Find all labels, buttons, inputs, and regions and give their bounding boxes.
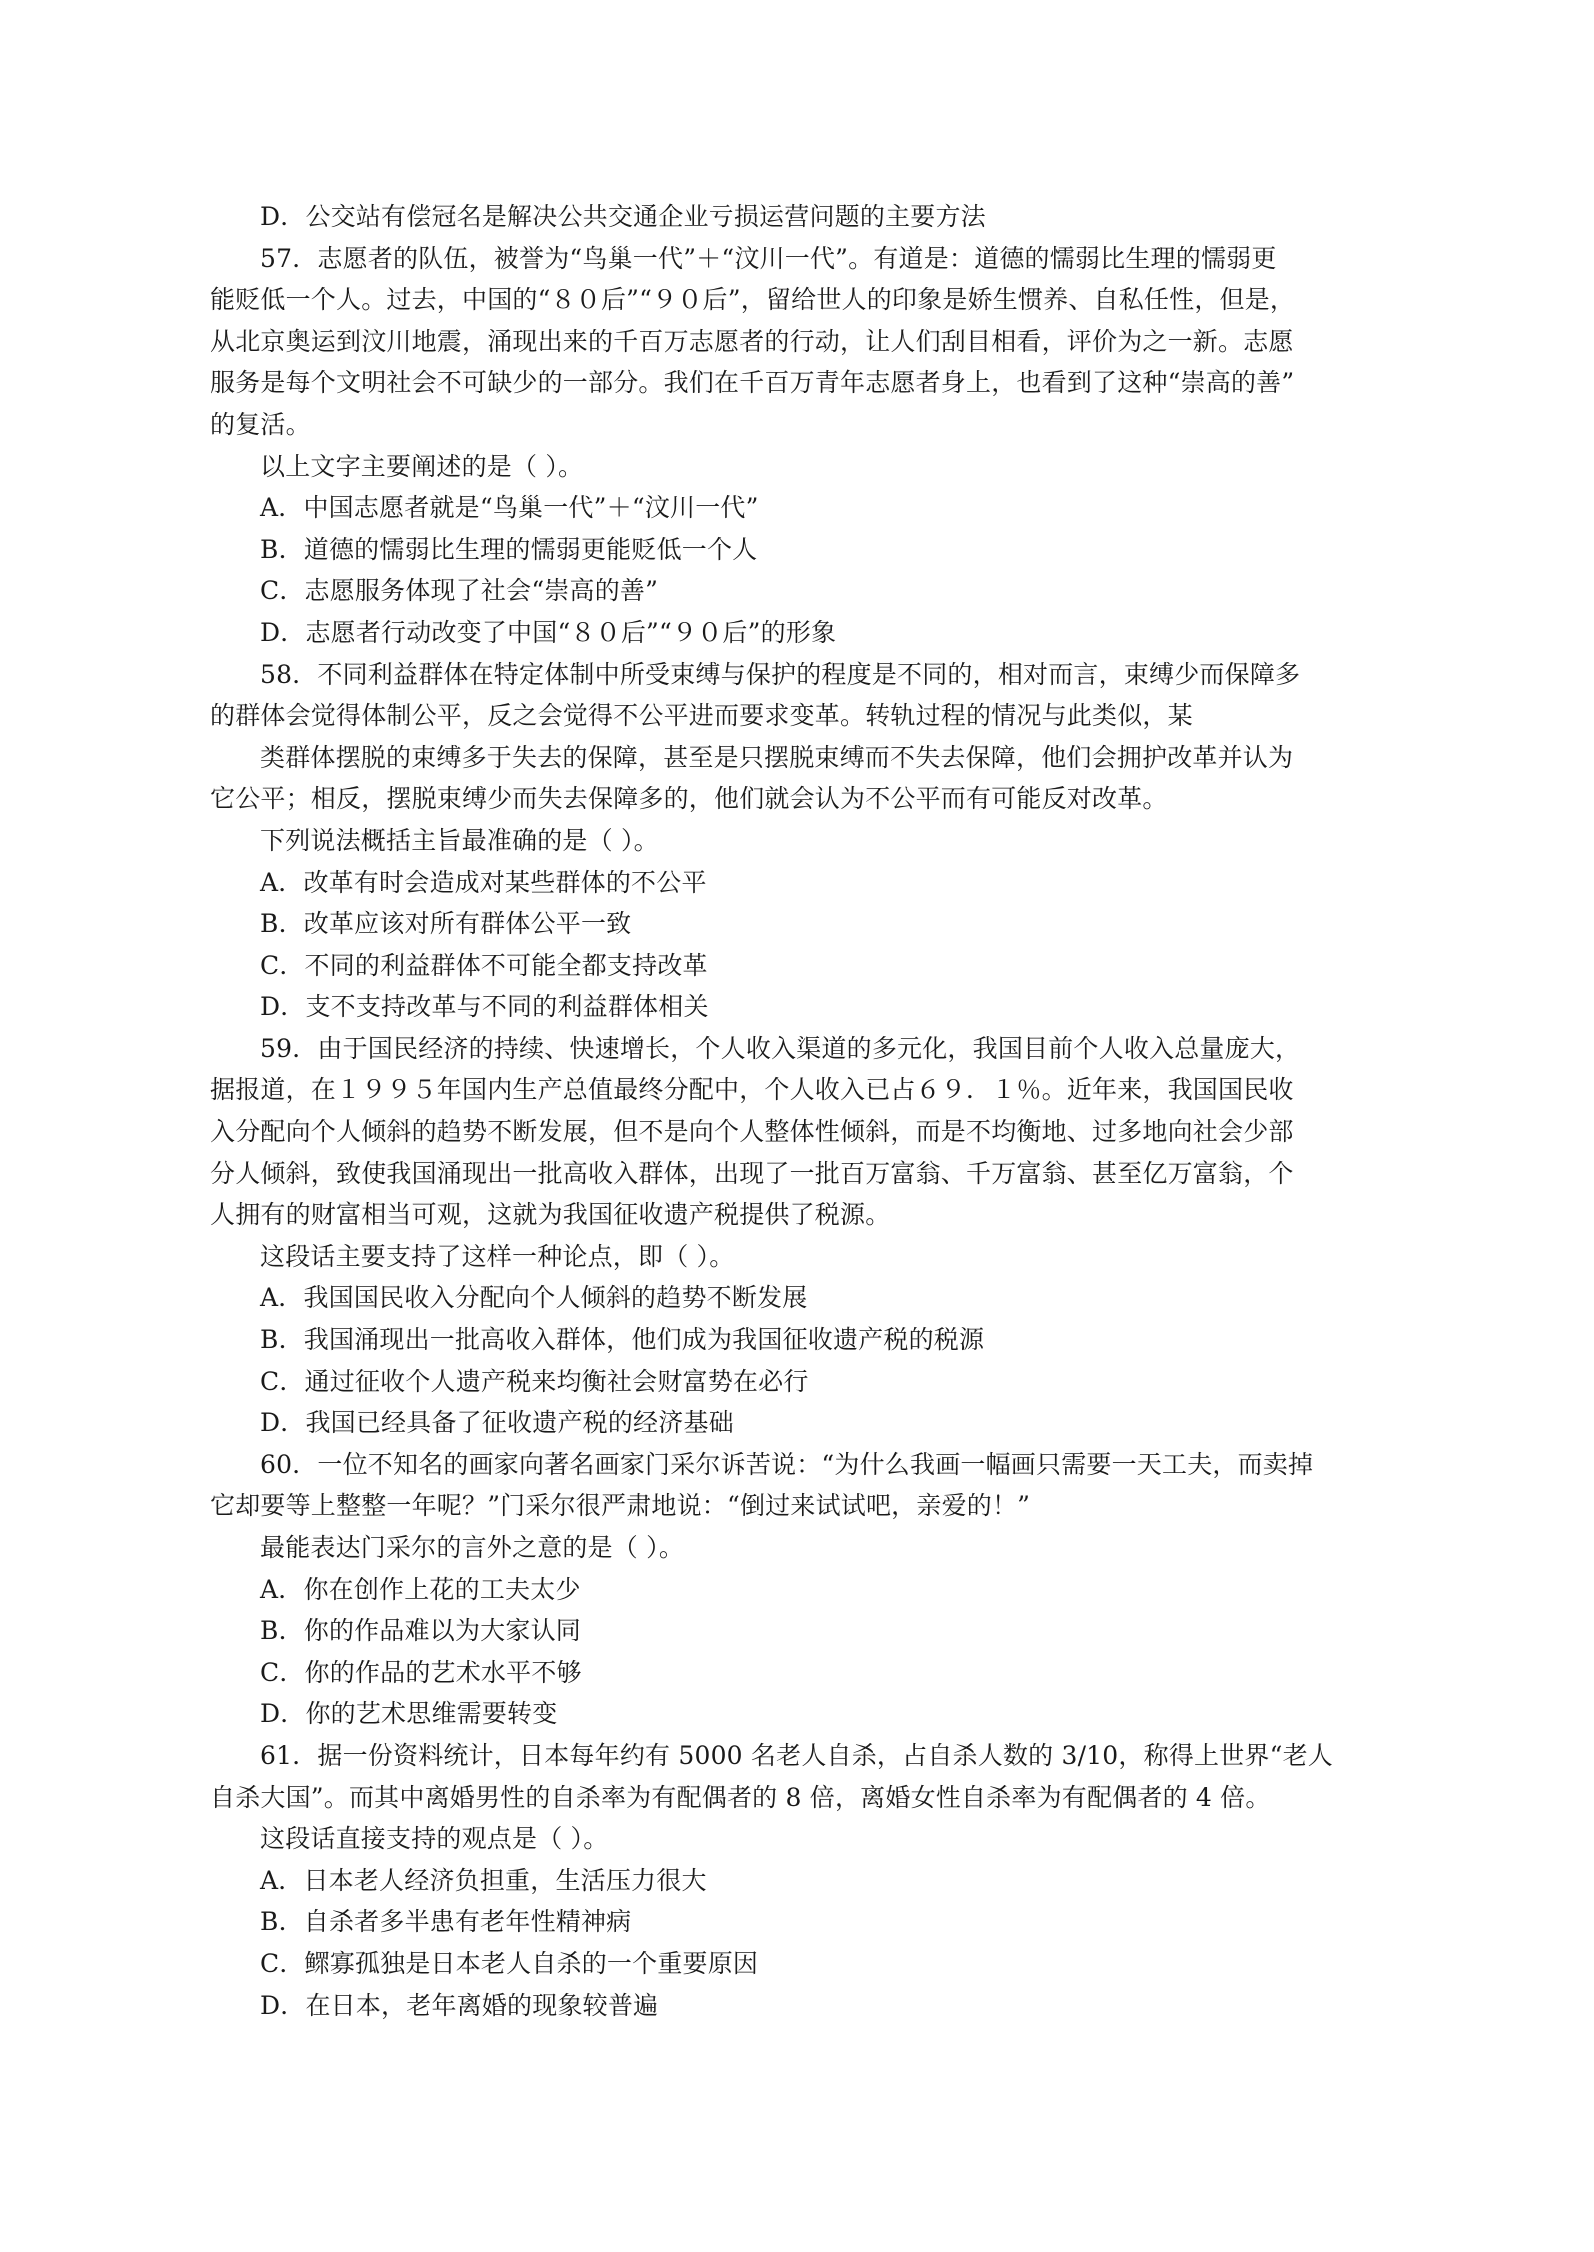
question-text-line: 从北京奥运到汶川地震，涌现出来的千百万志愿者的行动，让人们刮目相看，评价为之一新。志愿 (210, 326, 1294, 356)
answer-option: B．你的作品难以为大家认同 (260, 1616, 581, 1646)
question-text-line: 61．据一份资料统计，日本每年约有 5000 名老人自杀，占自杀人数的 3/10，称得上世界“老人 (260, 1740, 1333, 1770)
question-text-line: 分人倾斜，致使我国涌现出一批高收入群体，出现了一批百万富翁、千万富翁、甚至亿万富翁，个 (210, 1158, 1294, 1188)
question-text-line: 据报道，在１９９５年国内生产总值最终分配中，个人收入已占６９．１％。近年来，我国国民收 (210, 1075, 1294, 1105)
answer-option: A．我国国民收入分配向个人倾斜的趋势不断发展 (260, 1283, 808, 1313)
answer-option: D．在日本，老年离婚的现象较普遍 (260, 1990, 659, 2020)
answer-option: D．志愿者行动改变了中国“８０后”“９０后”的形象 (260, 617, 837, 647)
answer-option: D．我国已经具备了征收遗产税的经济基础 (260, 1408, 734, 1438)
answer-option: B．改革应该对所有群体公平一致 (260, 909, 632, 939)
answer-option: C．鳏寡孤独是日本老人自杀的一个重要原因 (260, 1948, 759, 1978)
question-text-line: 60．一位不知名的画家向著名画家门采尔诉苦说：“为什么我画一幅画只需要一天工夫，而卖掉 (260, 1449, 1314, 1479)
answer-option: C．你的作品的艺术水平不够 (260, 1657, 582, 1687)
question-text-line: 57．志愿者的队伍，被誉为“鸟巢一代”＋“汶川一代”。有道是：道德的懦弱比生理的懦弱更 (260, 243, 1277, 273)
question-text-line: 它公平；相反，摆脱束缚少而失去保障多的，他们就会认为不公平而有可能反对改革。 (210, 784, 1168, 814)
answer-option: A．日本老人经济负担重，生活压力很大 (260, 1865, 707, 1895)
answer-option: A．中国志愿者就是“鸟巢一代”＋“汶川一代” (260, 493, 759, 523)
question-text-line: 入分配向个人倾斜的趋势不断发展，但不是向个人整体性倾斜，而是不均衡地、过多地向社会少部 (210, 1117, 1294, 1147)
question-text-line: 类群体摆脱的束缚多于失去的保障，甚至是只摆脱束缚而不失去保障，他们会拥护改革并认为 (260, 742, 1294, 772)
question-prompt: 以上文字主要阐述的是（ ）。 (260, 451, 584, 481)
question-text-line: 自杀大国”。而其中离婚男性的自杀率为有配偶者的 8 倍，离婚女性自杀率为有配偶者的 4 倍。 (210, 1782, 1271, 1812)
question-text-line: 的群体会觉得体制公平，反之会觉得不公平进而要求变革。转轨过程的情况与此类似，某 (210, 701, 1193, 731)
question-prompt: 这段话主要支持了这样一种论点，即（ ）。 (260, 1241, 735, 1271)
answer-option: C．不同的利益群体不可能全都支持改革 (260, 950, 708, 980)
question-prompt: 下列说法概括主旨最准确的是（ ）。 (260, 825, 659, 855)
question-text-line: 的复活。 (210, 409, 311, 439)
question-text-line: 59．由于国民经济的持续、快速增长，个人收入渠道的多元化，我国目前个人收入总量庞大， (260, 1033, 1301, 1063)
question-text-line: 58．不同利益群体在特定体制中所受束缚与保护的程度是不同的，相对而言，束缚少而保障多 (260, 659, 1301, 689)
answer-option: D．公交站有偿冠名是解决公共交通企业亏损运营问题的主要方法 (260, 202, 986, 231)
answer-option: B．自杀者多半患有老年性精神病 (260, 1907, 632, 1937)
answer-option: B．我国涌现出一批高收入群体，他们成为我国征收遗产税的税源 (260, 1325, 985, 1355)
answer-option: D．你的艺术思维需要转变 (260, 1699, 558, 1729)
answer-option: C．通过征收个人遗产税来均衡社会财富势在必行 (260, 1366, 809, 1396)
question-prompt: 这段话直接支持的观点是（ ）。 (260, 1824, 609, 1854)
question-text-line: 能贬低一个人。过去，中国的“８０后”“９０后”，留给世人的印象是娇生惯养、自私任性，但是， (210, 285, 1296, 315)
answer-option: B．道德的懦弱比生理的懦弱更能贬低一个人 (260, 534, 758, 564)
answer-option: D．支不支持改革与不同的利益群体相关 (260, 992, 709, 1022)
question-text-line: 人拥有的财富相当可观，这就为我国征收遗产税提供了税源。 (210, 1200, 891, 1230)
question-prompt: 最能表达门采尔的言外之意的是（ ）。 (260, 1533, 685, 1562)
answer-option: C．志愿服务体现了社会“崇高的善” (260, 576, 659, 606)
answer-option: A．改革有时会造成对某些群体的不公平 (260, 867, 707, 897)
answer-option: A．你在创作上花的工夫太少 (260, 1574, 581, 1604)
question-text-line: 它却要等上整整一年呢？”门采尔很严肃地说：“倒过来试试吧，亲爱的！” (210, 1491, 1031, 1521)
question-text-line: 服务是每个文明社会不可缺少的一部分。我们在千百万青年志愿者身上，也看到了这种“崇高的善” (210, 368, 1295, 398)
page-body (210, 196, 1406, 2026)
